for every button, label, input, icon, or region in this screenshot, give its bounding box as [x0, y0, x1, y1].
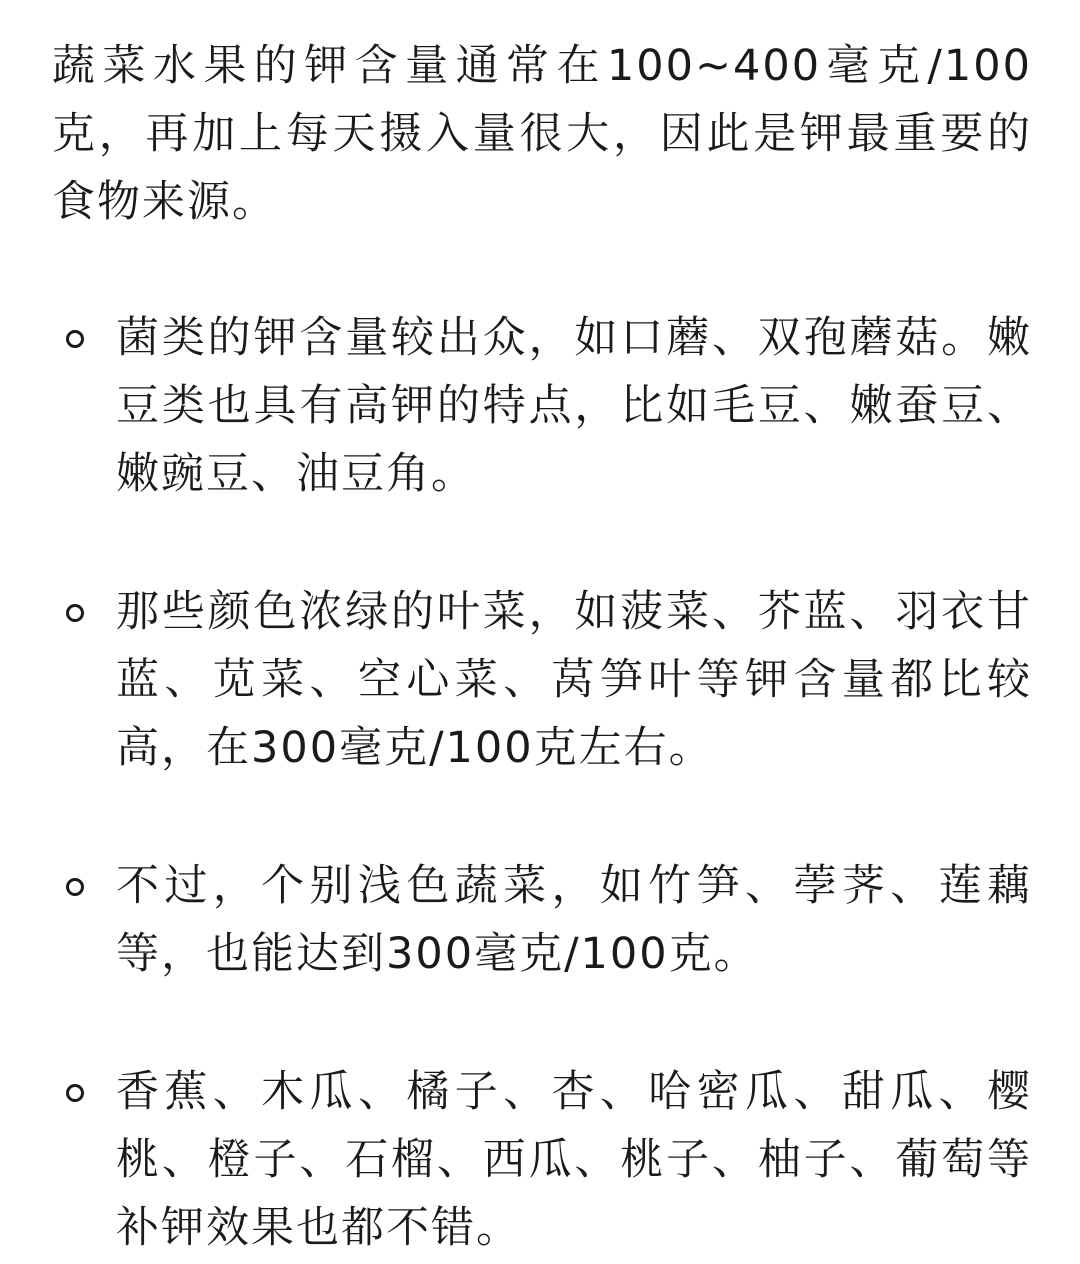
article-body: [52, 32, 1032, 1262]
list-item: [52, 1058, 1032, 1262]
list-item-text: 香蕉、木瓜、橘子、杏、哈密瓜、甜瓜、樱桃、橙子、石榴、西瓜、桃子、柚子、葡萄等补钾效果也都不错。: [116, 1067, 1032, 1253]
intro-paragraph: 蔬菜水果的钾含量通常在100~400毫克/100克，再加上每天摄入量很大，因此是钾最重要的食物来源。: [52, 41, 1032, 227]
list-item: [52, 852, 1032, 988]
bullet-list: [52, 304, 1032, 1262]
hollow-circle-bullet-icon: [66, 878, 84, 896]
list-item: [52, 578, 1032, 782]
list-item: [52, 304, 1032, 508]
hollow-circle-bullet-icon: [66, 330, 84, 348]
list-item-text: 那些颜色浓绿的叶菜，如菠菜、芥蓝、羽衣甘蓝、苋菜、空心菜、莴笋叶等钾含量都比较高，在300毫克/100克左右。: [116, 587, 1032, 773]
list-item-text: 菌类的钾含量较出众，如口蘑、双孢蘑菇。嫩豆类也具有高钾的特点，比如毛豆、嫩蚕豆、嫩豌豆、油豆角。: [116, 313, 1032, 499]
hollow-circle-bullet-icon: [66, 1084, 84, 1102]
hollow-circle-bullet-icon: [66, 604, 84, 622]
list-item-text: 不过，个别浅色蔬菜，如竹笋、荸荠、莲藕等，也能达到300毫克/100克。: [116, 861, 1032, 979]
